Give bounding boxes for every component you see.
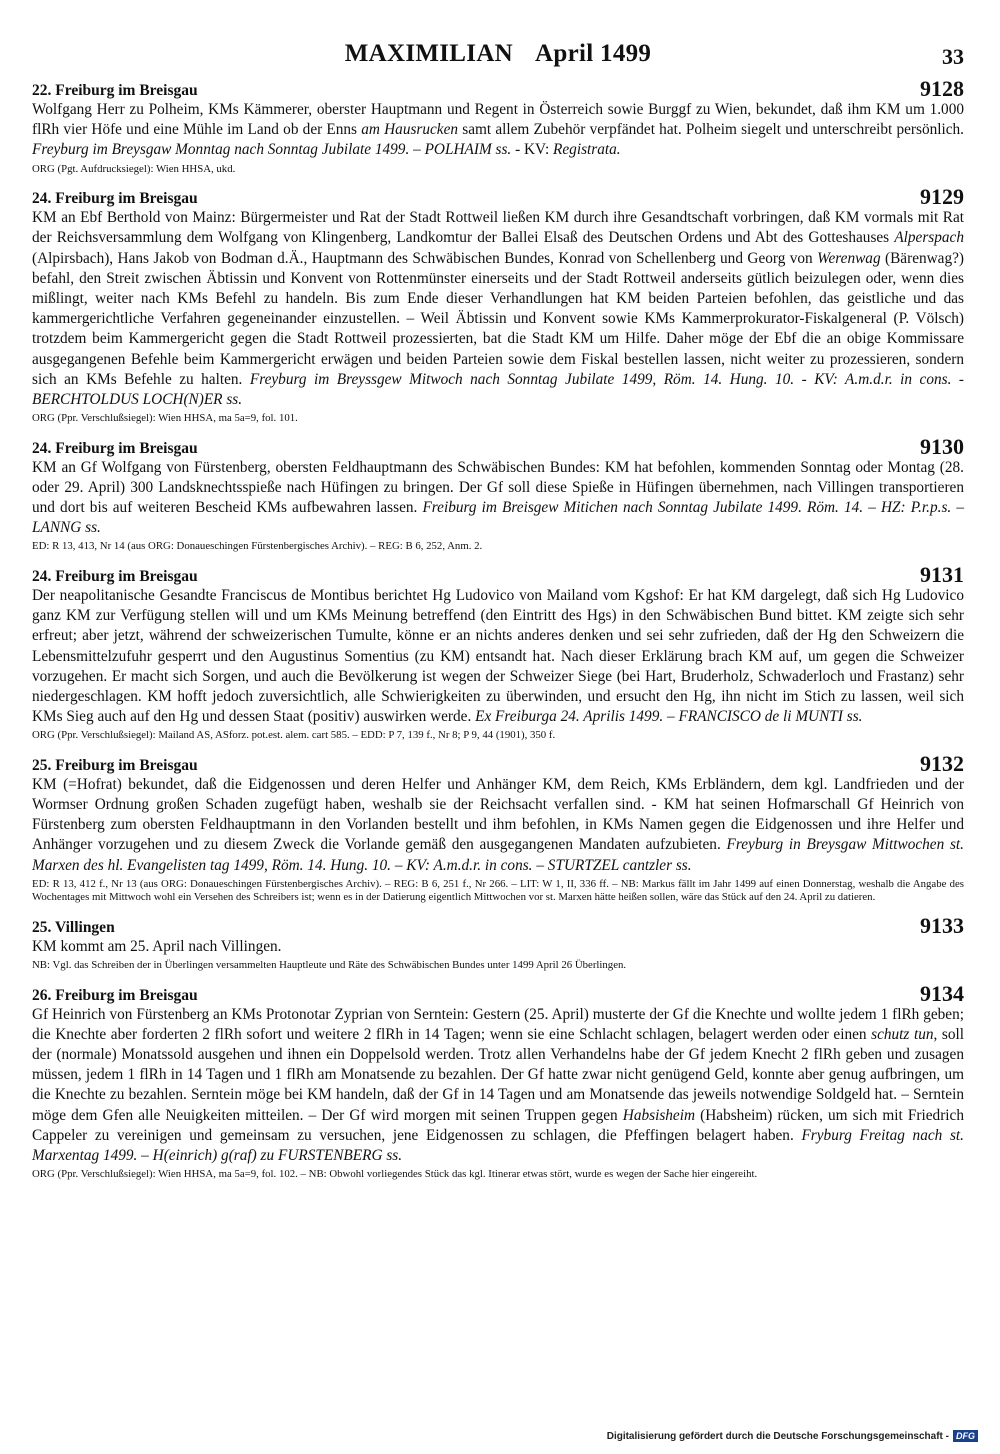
body-text: Der neapolitanische Gesandte Franciscus de Montibus berichtet Hg Ludovico von Mailand vom Kgshof: Er hat KM dargelegt, daß sich Hg Ludovico ganz KM zur Verfügung stellen will und um KMs Meinung betreffend (den Eintritt des Hgs) in den Schwäbischen Bund bittet. KM zeigte sich sehr erfreut; aber jetzt, während der schweizerischen Tumulte, könne er an nichts anderes denken und sei sehr zufrieden, daß der Hg den Schweizern die Lebensmittelzufuhr gesperrt und den Augustinus Somentius (zu KM) entsandt hat. Nach dieser Erklärung brach KM auf, um gegen die Schweizer vorzugehen. Er macht sich Sorgen, und auch die Bevölkerung ist wegen der Schweizer Siege (bei Hart, Bruderholz, Schwaderloch und Frastanz) sehr niedergeschlagen. KM hofft jedoch zuversichtlich, alle Schwierigkeiten zu überwinden, und ersucht den Hg, ihn nicht im Stich zu lassen, weil sich KMs Sieg auch auf den Hg und dessen Staat (positiv) auswirken werde. [32, 586, 964, 726]
header-subtitle: April 1499 [535, 40, 652, 67]
footer-text: Digitalisierung gefördert durch die Deutsche Forschungsgemeinschaft - [606, 1430, 949, 1442]
header-title: MAXIMILIAN [344, 40, 514, 67]
body-italic: schutz tun [871, 1025, 934, 1043]
entry-body [32, 937, 964, 957]
entry-date: 22. Freiburg im Breisgau [32, 82, 198, 99]
entry-date: 24. Freiburg im Breisgau [32, 439, 198, 457]
entry-header [32, 980, 964, 1006]
regest-entry [32, 186, 964, 426]
page [32, 0, 964, 1192]
dfg-logo: DFG [953, 1430, 978, 1442]
body-text: samt allem Zubehör verpfändet hat. Polheim siegelt und unterschreibt persönlich. [458, 121, 965, 139]
regest-entry [32, 912, 964, 973]
body-text: (Habsheim) rücken, um sich mit Friedrich Cappeler zu vereinigen und gemeinsam zu versuchen, jene Eidgenossen zu schlagen, die Pfeffingen belagert haben. [32, 1106, 964, 1144]
regest-entry [32, 78, 964, 176]
entry-body [32, 775, 964, 876]
body-italic: Freyburg im Breysgaw Monntag nach Sonntag Jubilate 1499. – POLHAIM ss. [32, 141, 512, 159]
entry-number: 9131 [920, 561, 964, 587]
entry-header [32, 912, 964, 938]
entry-date: 25. Freiburg im Breisgau [32, 756, 198, 774]
body-italic: am Hausrucken [361, 121, 459, 139]
body-text: Wolfgang Herr zu Polheim, KMs Kämmerer, oberster Hauptmann und Regent in Österreich sowie Burggf zu Wien, bekundet, daß ihm KM um 1.000 flRh vier Höfe und eine Mühle im Land ob der Enns [32, 101, 964, 139]
page-number: 33 [942, 44, 964, 69]
entry-header [32, 561, 964, 587]
entry-header [32, 750, 964, 776]
body-italic: Freiburg im Breisgew Mitichen nach Sonntag Jubilate 1499. Röm. 14. – HZ: P.r.p.s. – LANNG ss. [32, 499, 964, 537]
body-italic: Habsisheim [622, 1106, 696, 1124]
entry-number: 9132 [920, 750, 964, 776]
body-italic: Fryburg Freitag nach st. Marxentag 1499. – H(einrich) g(raf) zu FURSTENBERG ss. [32, 1126, 964, 1165]
entry-body [32, 586, 964, 727]
regest-entry [32, 561, 964, 743]
body-text: KM an Gf Wolfgang von Fürstenberg, obersten Feldhauptmann des Schwäbischen Bundes: KM hat befohlen, kommenden Sonntag oder Montag (28. oder 29. April) 300 Landsknechtsspieße nach Hüfingen zu bringen. Der Gf soll diese Spieße in Hüfingen übernehmen, nach Villingen transportieren und dort bis auf weiteren Bescheid KMs aufbewahren lassen. [32, 458, 964, 517]
regest-entry [32, 433, 964, 554]
body-text: Gf Heinrich von Fürstenberg an KMs Protonotar Zyprian von Serntein: Gestern (25. April) musterte der Gf die Knechte und wollte jedem 1 flRh geben; die Knechte aber forderten 2 flRh sofort und weitere 2 flRh in 14 Tagen; wenn sie eine Schlacht schlagen, belagert werden oder einen [32, 1005, 964, 1043]
entry-date: 25. Villingen [32, 918, 115, 936]
entry-number: 9128 [920, 76, 964, 101]
body-text: KM an Ebf Berthold von Mainz: Bürgermeister und Rat der Stadt Rottweil ließen KM durch ihre Gesandtschaft vorbringen, daß KM vormals mit Rat der Reichsversammlung dem Wolfgang von Klingenberg, Landkomtur der Ballei Elsaß des Deutschen Ordens und Abt des Gotteshauses [32, 209, 964, 247]
body-italic: Ex Freiburga 24. Aprilis 1499. – FRANCISCO de li MUNTI ss. [475, 708, 863, 726]
header-title-line [32, 40, 964, 68]
entry-date: 26. Freiburg im Breisgau [32, 986, 198, 1004]
body-italic: Freyburg in Breysgaw Mittwochen st. Marxen des hl. Evangelisten tag 1499, Röm. 14. Hung. 10. – KV: A.m.d.r. in cons. – STURTZEL cantzler ss. [32, 836, 965, 874]
entry-number: 9130 [920, 433, 964, 459]
entry-header [32, 433, 964, 459]
regest-entry [32, 980, 965, 1182]
entry-header [32, 78, 964, 100]
body-italic: Freyburg im Breyssgew Mitwoch nach Sonntag Jubilate 1499, Röm. 14. Hung. 10. - KV: A.m.d.r. in cons. - BERCHTOLDUS LOCH(N)ER ss. [32, 370, 964, 408]
body-text: - KV: [511, 141, 554, 159]
entry-number: 9133 [920, 912, 964, 938]
entry-header [32, 186, 964, 208]
entry-source-note: ORG (Ppr. Verschlußsiegel): Wien HHSA, ma 5a=9, fol. 101. [32, 412, 298, 425]
entry-source-note: ORG (Ppr. Verschlußsiegel): Wien HHSA, ma 5a=9, fol. 102. – NB: Obwohl vorliegendes Stück das kgl. Itinerar etwas stört, wurde es wegen der Sache hier eingereiht. [32, 1168, 758, 1181]
body-text: (Alpirsbach), Hans Jakob von Bodman d.Ä., Hauptmann des Schwäbischen Bundes, Konrad von Schellenberg und Georg von [32, 249, 818, 267]
entry-source-note: ED: R 13, 413, Nr 14 (aus ORG: Donaueschingen Fürstenbergisches Archiv). – REG: B 6, 252, Anm. 2. [32, 540, 483, 553]
running-header [32, 0, 964, 78]
footer [607, 1430, 978, 1442]
entry-source-note: ED: R 13, 412 f., Nr 13 (aus ORG: Donaueschingen Fürstenbergisches Archiv). – REG: B 6, 251 f., Nr 266. – LIT: W 1, II, 336 ff. – NB: Markus fällt im Jahr 1499 auf einen Donnerstag, weshalb die Angabe des Wochentages mit Mittwoch wohl ein Versehen des Schreibers ist; wenn es in der Datierung eigentlich Mittwochen vor st. Marxen hätte heißen sollen, wäre das Stück auf den 24. April zu datieren. [32, 877, 964, 904]
body-text: (Bärenwag?) befahl, den Streit zwischen Äbtissin und Konvent von Rottenmünster einerseits und der Stadt Rottweil anderseits gütlich beizulegen oder, wenn dies mißlingt, weiter nach KMs Befehl zu handeln. Bis zum Ende dieser Verhandlungen hat KM beiden Parteien befohlen, das geistliche und das kammergerichtliche Verfahren gegeneinander einzustellen. – Weil Äbtissin und Konvent sowie KMs Kammerprokurator-Fiskalgeneral (P. Völsch) trotzdem beim Kammergericht gegen die Stadt Rottweil prozessierten, bat die Stadt KM um Hilfe. Daher möge der Ebf die an obige Kommissare ausgegangenen Befehle beim Kammergericht erwägen und beiden Parteien sowie dem Fiskal bestellen lassen, nicht weiter zu prozessieren, sondern sich an KMs Befehle zu halten. [32, 249, 964, 388]
entry-source-note: ORG (Pgt. Aufdrucksiegel): Wien HHSA, ukd. [32, 162, 236, 175]
entry-date: 24. Freiburg im Breisgau [32, 190, 198, 208]
entry-body [32, 208, 964, 410]
body-italic: Registrata. [553, 141, 621, 159]
entry-body [32, 458, 964, 539]
entry-body [32, 100, 964, 161]
entry-date: 24. Freiburg im Breisgau [32, 567, 198, 585]
body-italic: Alperspach [894, 229, 964, 247]
entry-body [32, 1005, 964, 1167]
entry-number: 9129 [920, 184, 964, 210]
entries-list [32, 78, 964, 1182]
entry-number: 9134 [920, 980, 964, 1006]
regest-entry [32, 750, 965, 905]
entry-source-note: NB: Vgl. das Schreiben der in Überlingen versammelten Hauptleute und Räte des Schwäbischen Bundes unter 1499 April 26 Überlingen. [32, 959, 627, 972]
body-text: KM kommt am 25. April nach Villingen. [32, 937, 282, 955]
entry-source-note: ORG (Ppr. Verschlußsiegel): Mailand AS, ASforz. pot.est. alem. cart 585. – EDD: P 7, 139 f., Nr 8; P 9, 44 (1901), 350 f. [32, 729, 556, 742]
body-text: KM (=Hofrat) bekundet, daß die Eidgenossen und deren Helfer und Anhänger KM, dem Reich, KMs Erbländern, dem kgl. Landfrieden und der Wormser Ordnung großen Schaden zugefügt haben, weshalb sie der Reichsacht verfallen sind. - KM hat seinen Hofmarschall Gf Heinrich von Fürstenberg zum obersten Feldhauptmann in den Vorlanden bestellt und ihm befohlen, in KMs Namen gegen die Eidgenossen und ihre Helfer und Anhänger vorzugehen und zu diesem Zweck die Vorlande gemäß den ausgegangenen Mandaten aufzubieten. [32, 775, 964, 854]
body-italic: Werenwag [817, 249, 881, 267]
body-text: , soll der (normale) Monatssold ausgehen und ihnen ein Doppelsold werden. Trotz allen Verhandelns habe der Gf jedem Knecht 2 flRh geben und zusagen müssen, jedem 1 flRh in 14 Tagen und 1 flRh am Monatsende zu bezahlen. Der Gf hatte zwar nicht genügend Geld, konnte aber genug aufbringen, um die Knechte zu bezahlen. Serntein möge bei KM handeln, daß der Gf in 14 Tagen und am Monatsende das jeweils notwendige Soldgeld hat. – Serntein möge dem Gfen alle Neuigkeiten mitteilen. – Der Gf wird morgen mit seinen Truppen gegen [32, 1025, 965, 1124]
